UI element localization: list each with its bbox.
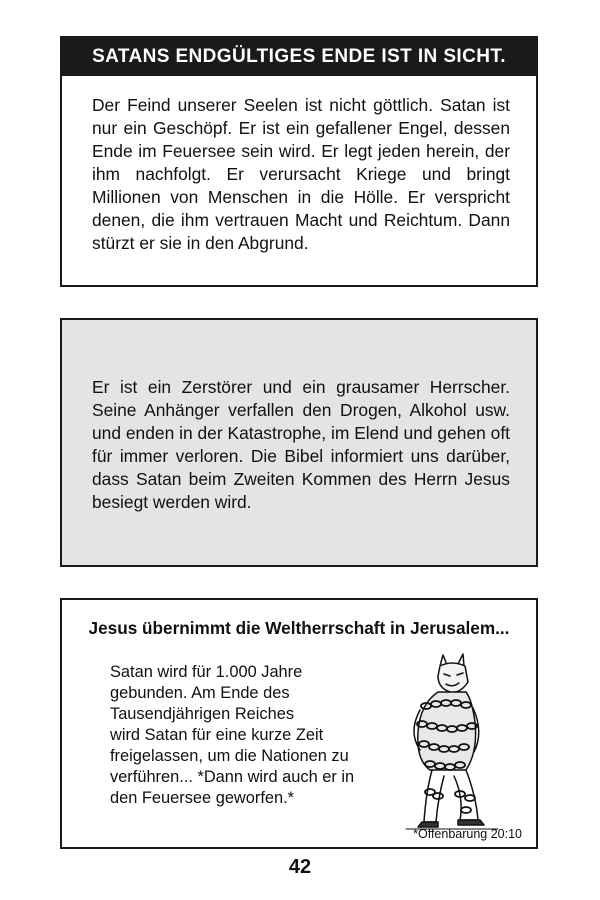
panel-text: Er ist ein Zerstörer und ein grausamer Herrscher. Seine Anhänger verfallen den Drogen, Alkohol usw. und enden in der Katastrophe, im Elend und gehen oft für immer verloren. Die Bibel informiert uns darüber, dass Satan beim Zweiten Kommen des Herrn Jesus besiegt werden wird. bbox=[92, 377, 510, 512]
text-line: Tausendjährigen Reiches bbox=[110, 705, 295, 723]
page-number: 42 bbox=[288, 856, 312, 878]
text-line: den Feuersee geworfen.* bbox=[110, 789, 295, 807]
text-line: verführen... *Dann wird auch er in bbox=[110, 768, 355, 786]
footnote: *Offenbarung 20:10 bbox=[413, 827, 522, 841]
text-line: Satan wird für 1.000 Jahre bbox=[110, 663, 303, 681]
panel-satan-end bbox=[60, 36, 538, 287]
chained-satan-illustration bbox=[380, 652, 518, 832]
text-line: freigelassen, um die Nationen zu bbox=[110, 747, 349, 765]
panel-heading: Jesus übernimmt die Weltherrschaft in Jerusalem... bbox=[88, 618, 510, 638]
panel-text bbox=[110, 662, 375, 809]
text-line: wird Satan für eine kurze Zeit bbox=[110, 726, 324, 744]
panel-text: Der Feind unserer Seelen ist nicht göttlich. Satan ist nur ein Geschöpf. Er ist ein gefallener Engel, dessen Ende im Feuersee sein wird. Er legt jeden herein, der ihm nachfolgt. Er verursacht Kriege und bringt Millionen von Menschen in die Hölle. Er verspricht denen, die ihm vertrauen Macht und Reichtum. Dann stürzt er sie in den Abgrund. bbox=[92, 95, 510, 253]
text-line: gebunden. Am Ende des bbox=[110, 684, 290, 702]
panel-title: SATANS ENDGÜLTIGES ENDE IST IN SICHT. bbox=[62, 38, 536, 76]
panel-jesus-reign bbox=[60, 598, 538, 849]
panel-destroyer bbox=[60, 318, 538, 567]
